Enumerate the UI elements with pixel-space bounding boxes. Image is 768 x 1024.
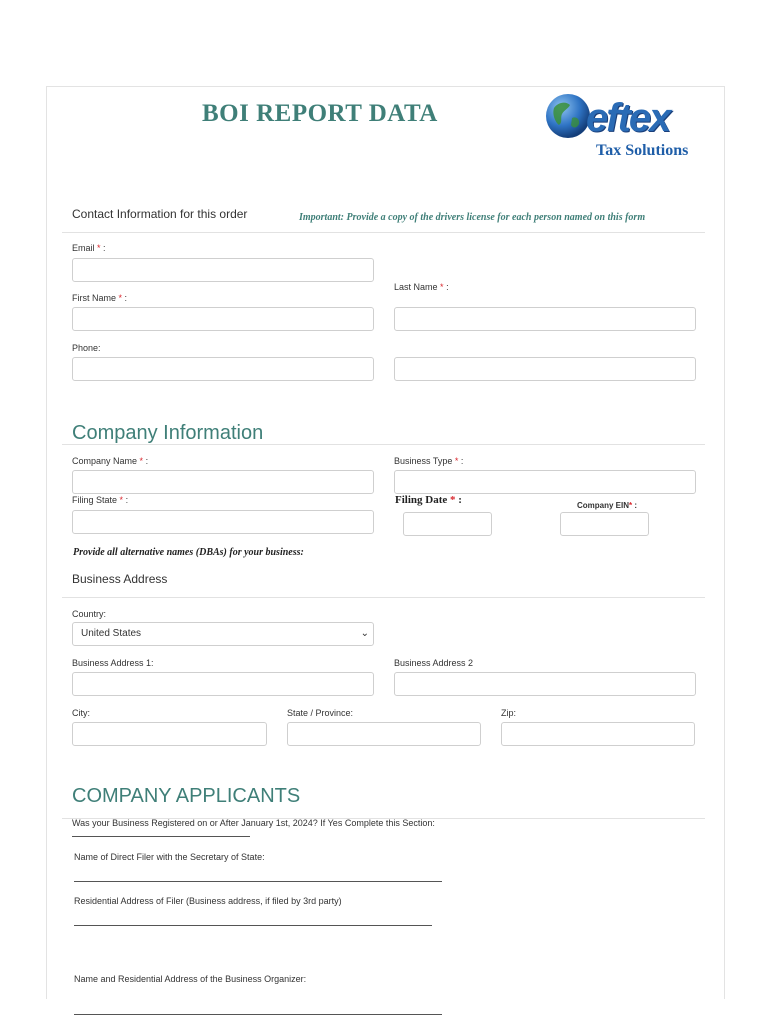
zip-field[interactable]: [501, 722, 695, 746]
page-title: BOI REPORT DATA: [202, 100, 438, 127]
city-field[interactable]: [72, 722, 267, 746]
logo-subtitle: Tax Solutions: [596, 142, 689, 159]
divider: [62, 597, 705, 598]
country-value: United States: [81, 628, 142, 639]
phone-label: Phone:: [72, 343, 101, 353]
company-ein-field[interactable]: [560, 512, 649, 536]
last-name-field[interactable]: [394, 307, 696, 331]
address2-field[interactable]: [394, 672, 696, 696]
registration-question: Was your Business Registered on or After January 1st, 2024? If Yes Complete this Section:: [72, 818, 435, 828]
business-address-label: Business Address: [72, 572, 168, 586]
phone-extra-field[interactable]: [394, 357, 696, 381]
residential-address-label: Residential Address of Filer (Business address, if filed by 3rd party): [74, 896, 342, 906]
contact-section-label: Contact Information for this order: [72, 207, 248, 221]
business-type-field[interactable]: [394, 470, 696, 494]
state-label: State / Province:: [287, 708, 354, 718]
chevron-down-icon: ⌄: [360, 628, 369, 639]
organizer-label: Name and Residential Address of the Business Organizer:: [74, 974, 307, 984]
important-note: Important: Provide a copy of the drivers license for each person named on this form: [299, 212, 646, 223]
email-label: Email * :: [72, 243, 106, 253]
residential-address-line: [74, 925, 432, 926]
dba-note: Provide all alternative names (DBAs) for your business:: [73, 547, 304, 558]
state-field[interactable]: [287, 722, 481, 746]
first-name-label: First Name * :: [72, 293, 128, 303]
direct-filer-label: Name of Direct Filer with the Secretary of State:: [74, 852, 265, 862]
city-label: City:: [72, 708, 90, 718]
email-field[interactable]: [72, 258, 374, 282]
filing-date-label: Filing Date * :: [395, 494, 462, 506]
address2-label: Business Address 2: [394, 658, 474, 668]
zip-label: Zip:: [501, 708, 517, 718]
country-select[interactable]: [72, 622, 374, 646]
divider: [62, 444, 705, 445]
logo-wordmark: eftex: [586, 96, 670, 140]
filing-date-field[interactable]: [403, 512, 492, 536]
filing-state-label: Filing State * :: [72, 495, 129, 505]
business-type-label: Business Type * :: [394, 456, 464, 466]
phone-field[interactable]: [72, 357, 374, 381]
company-applicants-heading: COMPANY APPLICANTS: [72, 785, 301, 807]
answer-line: [72, 836, 250, 837]
divider: [62, 232, 705, 233]
company-info-heading: Company Information: [72, 422, 264, 444]
eftex-logo: [544, 92, 724, 162]
direct-filer-line: [74, 881, 442, 882]
country-label: Country:: [72, 609, 107, 619]
filing-state-field[interactable]: [72, 510, 374, 534]
company-name-label: Company Name * :: [72, 456, 149, 466]
company-ein-label: Company EIN* :: [577, 501, 638, 510]
first-name-field[interactable]: [72, 307, 374, 331]
globe-icon: [544, 92, 592, 140]
last-name-label: Last Name * :: [394, 282, 449, 292]
organizer-line: [74, 1014, 442, 1015]
company-name-field[interactable]: [72, 470, 374, 494]
address1-label: Business Address 1:: [72, 658, 154, 668]
address1-field[interactable]: [72, 672, 374, 696]
